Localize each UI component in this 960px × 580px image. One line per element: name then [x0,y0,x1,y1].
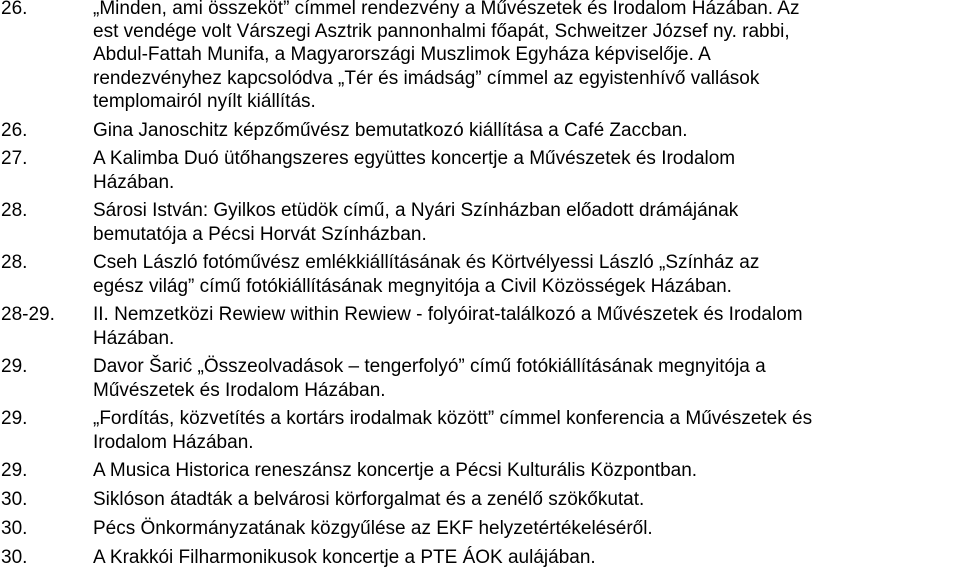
entry-text [93,407,960,453]
entry-day: 27. [1,148,28,170]
entry-line: Sárosi István: Gyilkos etüdök című, a Nyári Színházban előadott drámájának [93,200,739,222]
entry-line: Házában. [93,171,175,193]
entry-day: 30. [1,546,28,568]
entry-line: Gina Janoschitz képzőművész bemutatkozó kiállítása a Café Zaccban. [93,119,688,141]
entry-line: bemutatója a Pécsi Horvát Színházban. [93,223,427,245]
entry-line: est vendége volt Várszegi Asztrik pannonhalmi főapát, Schweitzer József ny. rabbi, [93,21,790,43]
list-item [0,459,960,482]
entry-line: templomairól nyílt kiállítás. [93,90,316,112]
entry-text [93,355,960,401]
list-item [0,488,960,511]
entry-line: Házában. [93,327,175,349]
entry-line: „Minden, ami összeköt” címmel rendezvény a Művészetek és Irodalom Házában. Az [93,0,800,19]
entry-line: egész világ” című fotókiállításának megnyitója a Civil Közösségek Házában. [93,275,732,297]
entry-line: Pécs Önkormányzatának közgyűlése az EKF helyzetértékeléséről. [93,518,653,539]
entry-line: rendezvényhez kapcsolódva „Tér és imádság” címmel az egyistenhívő vallások [93,67,760,89]
entry-text [93,0,960,113]
entry-text [93,459,960,482]
entry-text [93,517,960,540]
entry-line: Irodalom Házában. [93,431,254,453]
entry-day: 28. [1,200,28,222]
list-item [0,0,960,113]
entry-text [93,199,960,245]
list-item [0,251,960,297]
list-item [0,199,960,245]
list-item [0,517,960,540]
entry-line: „Fordítás, közvetítés a kortárs irodalmak között” címmel konferencia a Művészetek és [93,408,813,430]
list-item [0,355,960,401]
entry-line: Davor Šarić „Összeolvadások – tengerfolyó” című fotókiállításának megnyitója a [93,356,766,378]
entry-day: 29. [1,460,28,482]
entry-day: 28-29. [1,304,55,326]
entry-text [93,119,960,142]
entry-day: 30. [1,518,28,539]
entry-line: II. Nemzetközi Rewiew within Rewiew - folyóirat-találkozó a Művészetek és Irodalom [93,304,803,326]
list-item [0,147,960,193]
entry-day: 26. [1,0,28,19]
entry-line: Siklóson átadták a belvárosi körforgalmat és a zenélő szökőkutat. [93,489,645,511]
entry-day: 26. [1,119,28,141]
entry-text [93,147,960,193]
list-item [0,119,960,142]
entry-day: 29. [1,356,28,378]
entry-day: 29. [1,408,28,430]
list-item [0,407,960,453]
entry-line: A Kalimba Duó ütőhangszeres együttes koncertje a Művészetek és Irodalom [93,148,736,170]
entry-line: A Krakkói Filharmonikusok koncertje a PTE ÁOK aulájában. [93,546,596,568]
entry-line: Művészetek és Irodalom Házában. [93,379,386,401]
list-item [0,303,960,349]
entry-text [93,251,960,297]
entry-line: Abdul-Fattah Munifa, a Magyarországi Muszlimok Egyháza képviselője. A [93,44,711,66]
entry-text [93,488,960,511]
entry-line: A Musica Historica reneszánsz koncertje a Pécsi Kulturális Központban. [93,460,698,482]
entry-day: 30. [1,489,28,511]
entry-text [93,303,960,349]
entry-line: Cseh László fotóművész emlékkiállításának és Körtvélyessi László „Színház az [93,252,760,274]
entry-day: 28. [1,252,28,274]
list-item [0,546,960,569]
entry-text [93,546,960,569]
